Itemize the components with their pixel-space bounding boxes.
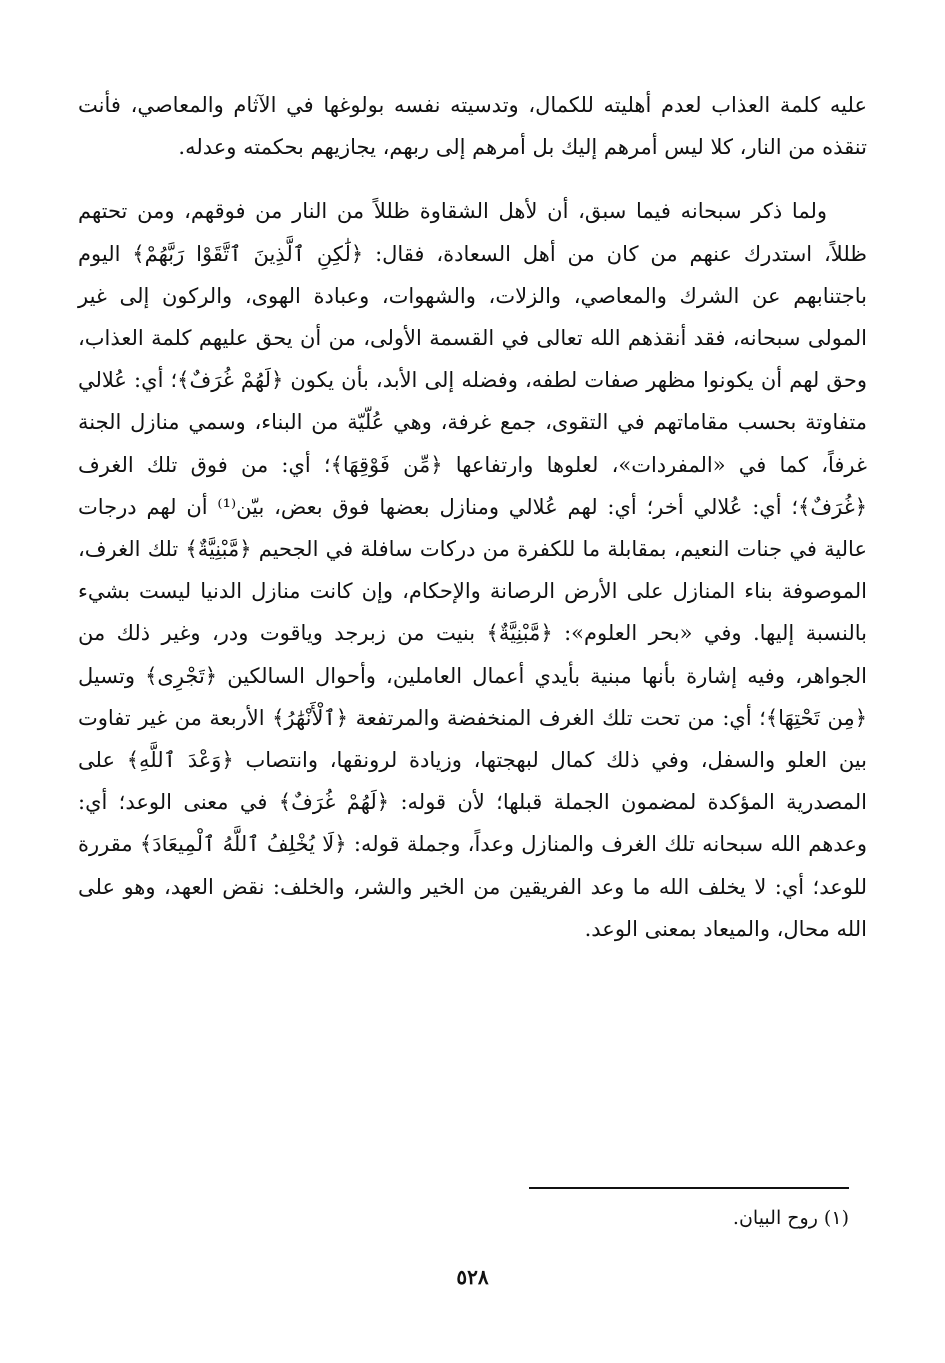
- paragraph-main: ولما ذكر سبحانه فيما سبق، أن لأهل الشقاوة ظللاً من النار من فوقهم، ومن تحتهم ظللاً، استدرك عنهم من كان من أهل السعادة، فقال: ﴿لَٰكِنِ ٱلَّذِينَ ٱتَّقَوْا رَبَّهُمْ﴾ اليوم باجتنابهم عن الشرك والمعاصي، والزلات، والشهوات، وعبادة الهوى، والركون إلى غير المولى سبحانه، فقد أنقذهم الله تعالى في القسمة الأولى، من أن يحق عليهم كلمة العذاب، وحق لهم أن يكونوا مظهر صفات لطفه، وفضله إلى الأبد، بأن يكون ﴿لَهُمْ غُرَفٌ﴾؛ أي: عُلالي متفاوتة بحسب مقاماتهم في التقوى، جمع غرفة، وهي عُلّيّة من البناء، وسمي منازل الجنة غرفاً، كما في «المفردات»، لعلوها وارتفاعها ﴿مِّن فَوْقِهَا﴾؛ أي: من فوق تلك الغرف ﴿غُرَفٌ﴾؛ أي: عُلالي أخر؛ أي: لهم عُلالي ومنازل بعضها فوق بعض، بيّن⁽¹⁾ أن لهم درجات عالية في جنات النعيم، بمقابلة ما للكفرة من دركات سافلة في الجحيم ﴿مَّبْنِيَّةٌ﴾ تلك الغرف، الموصوفة بناء المنازل على الأرض الرصانة والإحكام، وإن كانت منازل الدنيا ليست بشيء بالنسبة إليها. وفي «بحر العلوم»: ﴿مَّبْنِيَّةٌ﴾ بنيت من زبرجد وياقوت ودر، وغير ذلك من الجواهر، وفيه إشارة بأنها مبنية بأيدي أعمال العاملين، وأحوال السالكين ﴿تَجْرِى﴾ وتسيل ﴿مِن تَحْتِهَا﴾؛ أي: من تحت تلك الغرف المنخفضة والمرتفعة ﴿ٱلْأَنْهَٰرُ﴾ الأربعة من غير تفاوت بين العلو والسفل، وفي ذلك كمال لبهجتها، وزيادة لرونقها، وانتصاب ﴿وَعْدَ ٱللَّهِ﴾ على المصدرية المؤكدة لمضمون الجملة قبلها؛ لأن قوله: ﴿لَهُمْ غُرَفٌ﴾ في معنى الوعد؛ أي: وعدهم الله سبحانه تلك الغرف والمنازل وعداً، وجملة قوله: ﴿لَا يُخْلِفُ ٱللَّهُ ٱلْمِيعَادَ﴾ مقررة للوعد؛ أي: لا يخلف الله ما وعد الفريقين من الخير والشر، والخلف: نقض العهد، وهو على الله محال، والميعاد بمعنى الوعد.: [78, 199, 868, 941]
- footnote-divider: [529, 1187, 849, 1189]
- body-text: [78, 84, 867, 950]
- footnote: (١) روح البيان.: [732, 1207, 849, 1229]
- paragraph-continuation: عليه كلمة العذاب لعدم أهليته للكمال، وتدسيته نفسه بولوغها في الآثام والمعاصي، فأنت تنقذه من النار، كلا ليس أمرهم إليك بل أمرهم إلى ربهم، يجازيهم بحكمته وعدله.: [78, 93, 867, 160]
- page-number: ٥٢٨: [456, 1265, 489, 1289]
